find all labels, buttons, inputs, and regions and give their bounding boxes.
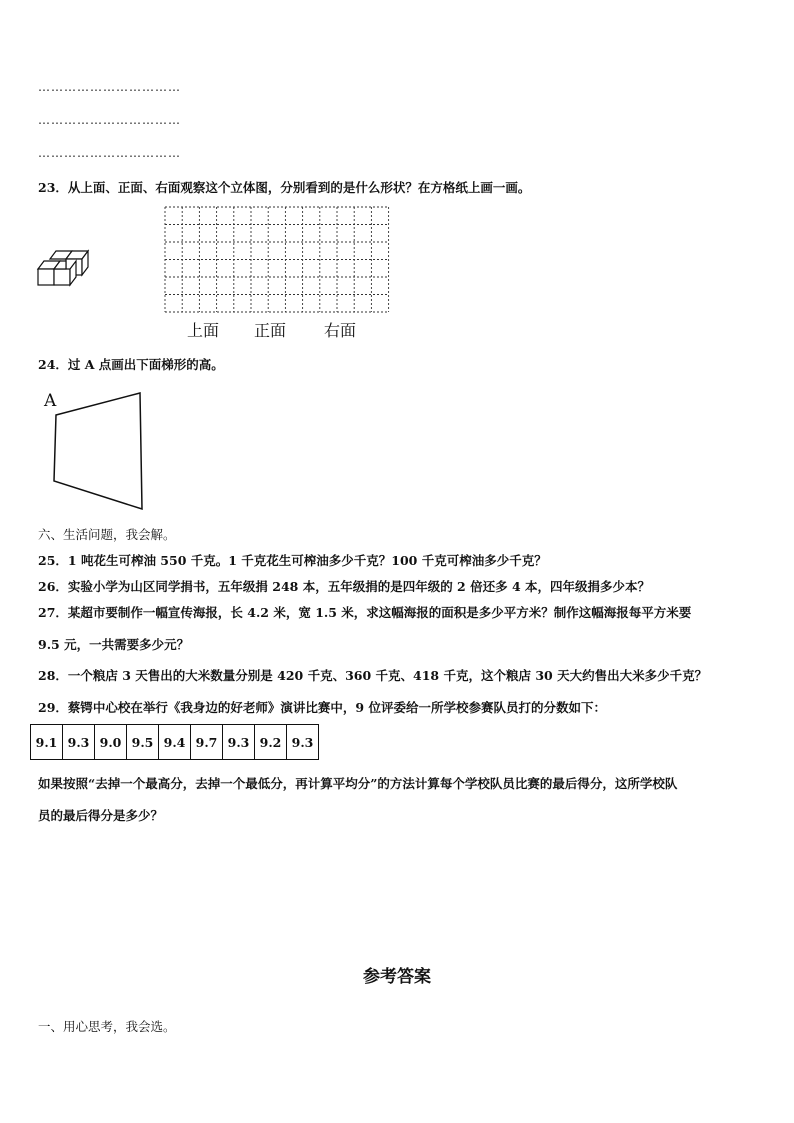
score-cell: 9.3: [287, 725, 319, 760]
question-27-line2: 9.5 元，一共需要多少元？: [38, 637, 190, 652]
question-24: 24．过 A 点画出下面梯形的高。: [38, 357, 224, 372]
table-row: [31, 725, 319, 760]
point-a-label: A: [44, 391, 57, 411]
question-29-follow1: 如果按照“去掉一个最高分，去掉一个最低分，再计算平均分”的方法计算每个学校队员比赛的最后得分，这所学校队: [38, 776, 678, 791]
trapezoid-figure: [40, 385, 160, 515]
answers-title: 参考答案: [363, 967, 431, 987]
score-cell: 9.3: [63, 725, 95, 760]
grid-paper[interactable]: [163, 205, 391, 315]
section-1-title: 一、用心思考，我会选。: [38, 1019, 176, 1034]
score-cell: 9.4: [159, 725, 191, 760]
label-front-view: 正面: [254, 321, 287, 340]
question-27-line1: 27．某超市要制作一幅宣传海报，长 4.2 米，宽 1.5 米，求这幅海报的面积是多少平方米？制作这幅海报每平方米要: [38, 605, 692, 620]
label-top-view: 上面: [187, 321, 220, 340]
question-29: 29．蔡锷中心校在举行《我身边的好老师》演讲比赛中，9 位评委给一所学校参赛队员打的分数如下：: [38, 700, 606, 715]
answer-line: ……………………………: [38, 80, 181, 94]
score-cell: 9.0: [95, 725, 127, 760]
section-6-title: 六、生活问题，我会解。: [38, 527, 176, 542]
score-cell: 9.1: [31, 725, 63, 760]
question-25: 25．1 吨花生可榨油 550 千克。1 千克花生可榨油多少千克？100 千克可榨油多少千克？: [38, 553, 547, 568]
question-26: 26．实验小学为山区同学捐书，五年级捐 248 本，五年级捐的是四年级的 2 倍还多 4 本，四年级捐多少本？: [38, 579, 650, 594]
answer-line: ……………………………: [38, 146, 181, 160]
score-cell: 9.2: [255, 725, 287, 760]
question-28: 28．一个粮店 3 天售出的大米数量分别是 420 千克、360 千克、418 千克，这个粮店 30 天大约售出大米多少千克？: [38, 668, 708, 683]
score-cell: 9.7: [191, 725, 223, 760]
cube-figure: [36, 245, 92, 291]
question-29-follow2: 员的最后得分是多少？: [38, 808, 164, 823]
question-23: 23．从上面、正面、右面观察这个立体图，分别看到的是什么形状？在方格纸上画一画。: [38, 180, 531, 195]
score-cell: 9.5: [127, 725, 159, 760]
answer-line: ……………………………: [38, 113, 181, 127]
score-cell: 9.3: [223, 725, 255, 760]
score-table: [30, 724, 319, 760]
label-right-view: 右面: [324, 321, 357, 340]
